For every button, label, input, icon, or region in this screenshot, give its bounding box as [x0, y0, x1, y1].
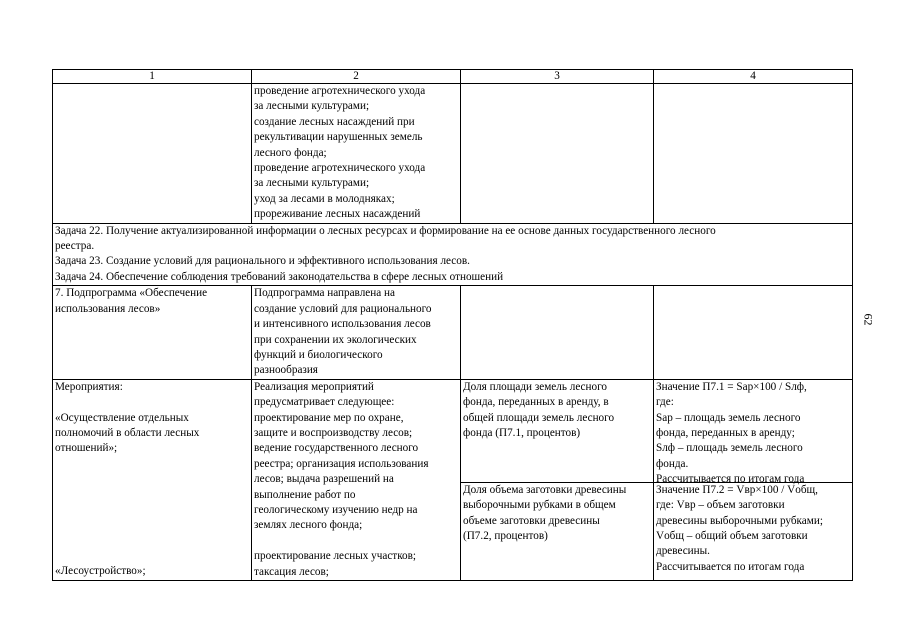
- subprogram-description-cell: [252, 286, 461, 379]
- text-line: за лесными культурами;: [254, 177, 370, 190]
- text-line: проведение агротехнического ухода: [254, 162, 426, 175]
- text-line: Значение П7.2 = Vвр×100 / Vобщ,: [656, 483, 818, 496]
- indicator-p72: [461, 483, 653, 545]
- text-line: проектирование лесных участков;: [254, 550, 417, 563]
- text-line: Sлф – площадь земель лесного: [656, 442, 803, 455]
- spacer: [55, 457, 249, 472]
- measures-description-cell: [252, 379, 461, 580]
- text-line: геологическому изучению недр на: [254, 503, 418, 516]
- text-line: проведение агротехнического ухода: [254, 85, 426, 97]
- text-line: таксация лесов;: [254, 565, 329, 578]
- spacer: [55, 503, 249, 518]
- text-line: древесины.: [656, 545, 710, 558]
- measure-item: «Осуществление отдельных: [55, 411, 189, 424]
- measures-list-cell: [53, 379, 252, 580]
- text-line: ведение государственного лесного: [254, 442, 419, 455]
- measure-item: полномочий в области лесных: [55, 426, 200, 439]
- text-line: за лесными культурами;: [254, 100, 370, 113]
- header-col-3: 3: [461, 70, 654, 84]
- text-line: предусматривает следующее:: [254, 396, 395, 409]
- text-line: объеме заготовки древесины: [463, 514, 600, 527]
- text-line: Значение П7.1 = Sар×100 / Sлф,: [656, 380, 807, 393]
- text-line: древесины выборочными рубками;: [656, 514, 823, 527]
- subprogram-row: [53, 286, 853, 379]
- text-line: выборочными рубками в общем: [463, 499, 616, 512]
- continuation-row: [53, 84, 853, 224]
- text-line: создание лесных насаждений при: [254, 115, 415, 128]
- text-line: выполнение работ по: [254, 488, 356, 501]
- subprogram-col-4: [654, 286, 853, 379]
- indicators-cell: [461, 379, 654, 580]
- text-line: проектирование мер по охране,: [254, 411, 404, 424]
- tasks-row: [53, 223, 853, 286]
- header-col-1: 1: [53, 70, 252, 84]
- text-line: где:: [656, 396, 674, 409]
- text-line: Подпрограмма направлена на: [254, 287, 395, 300]
- text-line: создание условий для рационального: [254, 302, 432, 315]
- tasks-cell: [53, 223, 853, 286]
- text-line: рекультивации нарушенных земель: [254, 131, 423, 144]
- spacer: [55, 488, 249, 503]
- continuation-col-4: [654, 84, 853, 224]
- text-line: Рассчитывается по итогам года: [656, 560, 805, 573]
- subprogram-col-3: [461, 286, 654, 379]
- subprogram-title: использования лесов»: [55, 302, 161, 315]
- formula-p71: [654, 380, 852, 486]
- text-line: лесного фонда;: [254, 146, 327, 159]
- header-col-2: 2: [252, 70, 461, 84]
- text-line: функций и биологического: [254, 348, 383, 361]
- spacer: [55, 549, 249, 564]
- measures-row: [53, 379, 853, 580]
- task-24: Задача 24. Обеспечение соблюдения требований законодательства в сфере лесных отношений: [55, 270, 504, 283]
- text-line: фонда (П7.1, процентов): [463, 426, 581, 439]
- continuation-col-1: [53, 84, 252, 224]
- text-line: при сохранении их экологических: [254, 333, 417, 346]
- text-line: лесов; выдача разрешений на: [254, 473, 394, 486]
- text-line: Доля объема заготовки древесины: [463, 483, 627, 496]
- header-row: [53, 70, 853, 84]
- text-line: (П7.2, процентов): [463, 529, 548, 542]
- continuation-col-2: [252, 84, 461, 224]
- text-line: разнообразия: [254, 364, 318, 377]
- text-line: где: Vвр – объем заготовки: [656, 499, 785, 512]
- text-line: Доля площади земель лесного: [463, 380, 608, 393]
- text-line: прореживание лесных насаждений: [254, 208, 421, 221]
- text-line: Vобщ – общий объем заготовки: [656, 529, 808, 542]
- formula-p72: [654, 483, 852, 575]
- spacer: [55, 472, 249, 487]
- spacer: [55, 534, 249, 549]
- text-line: Рассчитывается по итогам года: [656, 473, 805, 486]
- text-line: Sар – площадь земель лесного: [656, 411, 801, 424]
- task-22: Задача 22. Получение актуализированной информации о лесных ресурсах и формирование на ее основе данных государственного лесного: [55, 224, 716, 237]
- indicator-p71: [461, 380, 653, 483]
- page-number: 62: [861, 313, 876, 326]
- task-22-cont: реестра.: [55, 240, 95, 253]
- text-line: фонда, переданных в аренду;: [656, 426, 795, 439]
- text-line: общей площади земель лесного: [463, 411, 615, 424]
- subprogram-title: 7. Подпрограмма «Обеспечение: [55, 287, 208, 300]
- text-line: и интенсивного использования лесов: [254, 318, 431, 331]
- text-line: фонда, переданных в аренду, в: [463, 396, 609, 409]
- text-line: реестра; организация использования: [254, 457, 429, 470]
- spacer: [55, 395, 249, 410]
- text-line: фонда.: [656, 457, 689, 470]
- measure-item: «Лесоустройство»;: [55, 565, 146, 578]
- header-col-4: 4: [654, 70, 853, 84]
- text-line: землях лесного фонда;: [254, 519, 363, 532]
- spacer: [254, 534, 458, 549]
- text-line: уход за лесами в молодняках;: [254, 192, 395, 205]
- measures-label: Мероприятия:: [55, 380, 123, 393]
- continuation-col-3: [461, 84, 654, 224]
- text-line: защите и воспроизводству лесов;: [254, 426, 413, 439]
- text-line: Реализация мероприятий: [254, 380, 374, 393]
- subprogram-title-cell: [53, 286, 252, 379]
- formulas-cell: [654, 379, 853, 580]
- program-table: [52, 69, 853, 581]
- spacer: [55, 518, 249, 533]
- task-23: Задача 23. Создание условий для рационального и эффективного использования лесов.: [55, 255, 470, 268]
- measure-item: отношений»;: [55, 442, 118, 455]
